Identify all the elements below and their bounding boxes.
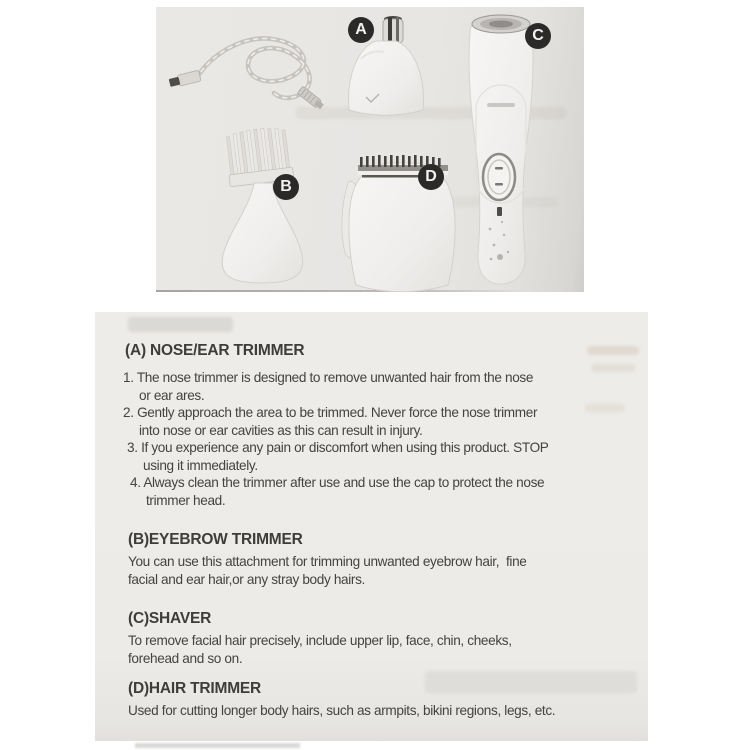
section-heading: (D)HAIR TRIMMER xyxy=(128,680,262,697)
manual-sections xyxy=(123,342,648,720)
part-label-b: B xyxy=(273,174,299,200)
bleedthrough-mark xyxy=(591,364,635,372)
manual-line: using it immediately. xyxy=(143,457,258,473)
part-label-d: D xyxy=(418,164,444,190)
power-button xyxy=(483,154,515,200)
manual-line: forehead and so on. xyxy=(128,650,243,666)
manual-line: facial and ear hair,or any stray body hairs. xyxy=(128,571,365,587)
bleedthrough-mark xyxy=(128,317,233,332)
device-plug xyxy=(297,86,325,110)
usb-cable-illustration xyxy=(168,38,324,110)
manual-line: Used for cutting longer body hairs, such as armpits, bikini regions, legs, etc. xyxy=(128,703,556,718)
manual-line: or ear ares. xyxy=(139,387,205,403)
bleedthrough-mark xyxy=(425,671,637,693)
eyebrow-trimmer-illustration xyxy=(222,125,303,283)
product-parts-illustration xyxy=(156,7,584,292)
parts-photo xyxy=(156,7,584,292)
brand-logo-mark xyxy=(487,103,515,107)
section-heading: (B)EYEBROW TRIMMER xyxy=(128,531,303,548)
section-heading: (A) NOSE/EAR TRIMMER xyxy=(125,342,305,359)
manual-section xyxy=(123,531,648,588)
manual-section xyxy=(123,342,648,509)
manual-line: To remove facial hair precisely, include upper lip, face, chin, cheeks, xyxy=(128,633,512,648)
manual-line: into nose or ear cavities as this can result in injury. xyxy=(139,422,423,438)
manual-line: 1. The nose trimmer is designed to remove unwanted hair from the nose xyxy=(123,370,534,385)
instruction-sheet xyxy=(95,312,648,741)
manual-line: 3. If you experience any pain or discomfort when using this product. STOP xyxy=(127,440,549,455)
shaver-body-illustration xyxy=(469,15,533,284)
scan-shadow xyxy=(135,743,300,748)
part-label-c: C xyxy=(525,23,551,49)
bleedthrough-mark xyxy=(587,346,639,355)
bleedthrough-mark xyxy=(585,404,625,412)
manual-line: trimmer head. xyxy=(146,492,226,508)
manual-line: 4. Always clean the trimmer after use and use the cap to protect the nose xyxy=(130,475,545,490)
manual-line: 2. Gently approach the area to be trimmed. Never force the nose trimmer xyxy=(123,405,538,420)
manual-section xyxy=(123,610,648,667)
section-heading: (C)SHAVER xyxy=(128,610,212,627)
usb-plug xyxy=(168,70,201,88)
manual-line: You can use this attachment for trimming unwanted eyebrow hair, fine xyxy=(128,554,527,569)
part-label-a: A xyxy=(348,17,374,43)
